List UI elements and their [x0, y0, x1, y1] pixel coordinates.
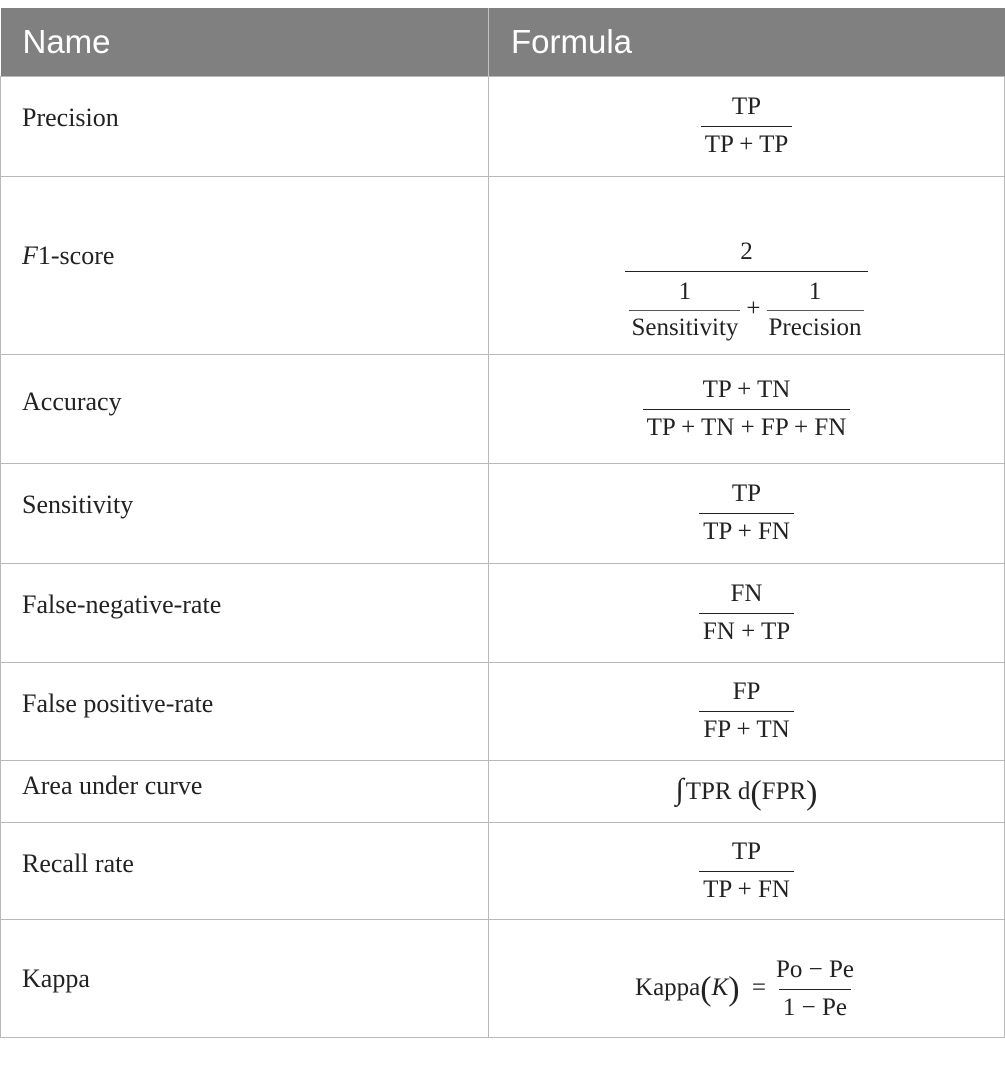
fraction: [643, 376, 851, 443]
auc-formula: [675, 772, 818, 812]
denominator: Sensitivity: [629, 310, 740, 343]
numerator: 1: [808, 278, 822, 306]
metric-name: False positive-rate: [1, 663, 489, 761]
table-row: [1, 355, 1005, 464]
fraction: [699, 678, 793, 745]
formula-cell: [489, 77, 1005, 177]
table-row: [1, 464, 1005, 564]
kappa-lhs: Kappa: [635, 974, 701, 1002]
table-row: [1, 77, 1005, 177]
numerator: Po − Pe: [775, 956, 854, 984]
table-row: [1, 177, 1005, 355]
numerator: TP + TN: [702, 375, 791, 403]
metric-name: Sensitivity: [1, 464, 489, 564]
formula-cell: [489, 823, 1005, 920]
table-row: [1, 663, 1005, 761]
fraction: [701, 93, 793, 160]
denominator: TP + FN: [699, 871, 794, 905]
right-paren: ): [728, 970, 740, 1008]
header-row: [1, 8, 1005, 77]
metric-name: False-negative-rate: [1, 564, 489, 663]
right-paren: ): [806, 774, 818, 812]
plus-operator: +: [746, 295, 761, 322]
table-row: [1, 761, 1005, 823]
table-row: [1, 920, 1005, 1038]
header-formula: Formula: [489, 8, 1005, 77]
formula-body: TPR d: [685, 777, 751, 805]
denominator: 1 − Pe: [779, 989, 851, 1023]
denominator: [625, 271, 867, 343]
numerator: FN: [730, 579, 763, 607]
kappa-symbol: K: [711, 974, 729, 1002]
numerator: 2: [740, 238, 753, 266]
header-name: Name: [1, 8, 489, 77]
denominator: FP + TN: [699, 711, 793, 745]
fraction: [772, 956, 858, 1023]
fraction: [625, 238, 867, 342]
metric-name-rest: 1-score: [37, 241, 115, 270]
metric-name: Precision: [1, 77, 489, 177]
metric-name: Kappa: [1, 920, 489, 1038]
formula-arg: FPR: [761, 777, 807, 805]
formula-cell: [489, 761, 1005, 823]
metric-name: Recall rate: [1, 823, 489, 920]
numerator: TP: [731, 93, 762, 121]
denominator: FN + TP: [699, 613, 794, 647]
fraction: [767, 276, 864, 343]
metric-name: [1, 177, 489, 355]
denominator: Precision: [767, 310, 864, 343]
fraction: [699, 838, 794, 905]
table-row: [1, 564, 1005, 663]
left-paren: (: [750, 774, 762, 812]
metrics-table: [0, 8, 1005, 1038]
numerator: TP: [731, 480, 762, 508]
fraction: [699, 480, 794, 547]
formula-cell: [489, 355, 1005, 464]
denominator: TP + TN + FP + FN: [643, 409, 851, 443]
formula-cell: [489, 920, 1005, 1038]
table-row: [1, 823, 1005, 920]
metric-name: Accuracy: [1, 355, 489, 464]
fraction: [629, 276, 740, 343]
fraction: [699, 580, 794, 647]
metric-name: Area under curve: [1, 761, 489, 823]
formula-cell: [489, 564, 1005, 663]
numerator: TP: [731, 837, 762, 865]
numerator: 1: [678, 278, 692, 306]
equals-sign: =: [751, 974, 766, 1002]
formula-cell: [489, 464, 1005, 564]
numerator: FP: [732, 678, 761, 706]
integral-symbol: ∫: [675, 772, 684, 806]
formula-cell: [489, 177, 1005, 355]
formula-cell: [489, 663, 1005, 761]
denominator: TP + TP: [701, 126, 793, 160]
denominator: TP + FN: [699, 513, 794, 547]
left-paren: (: [700, 970, 712, 1008]
metric-name-italic: F: [22, 241, 38, 270]
